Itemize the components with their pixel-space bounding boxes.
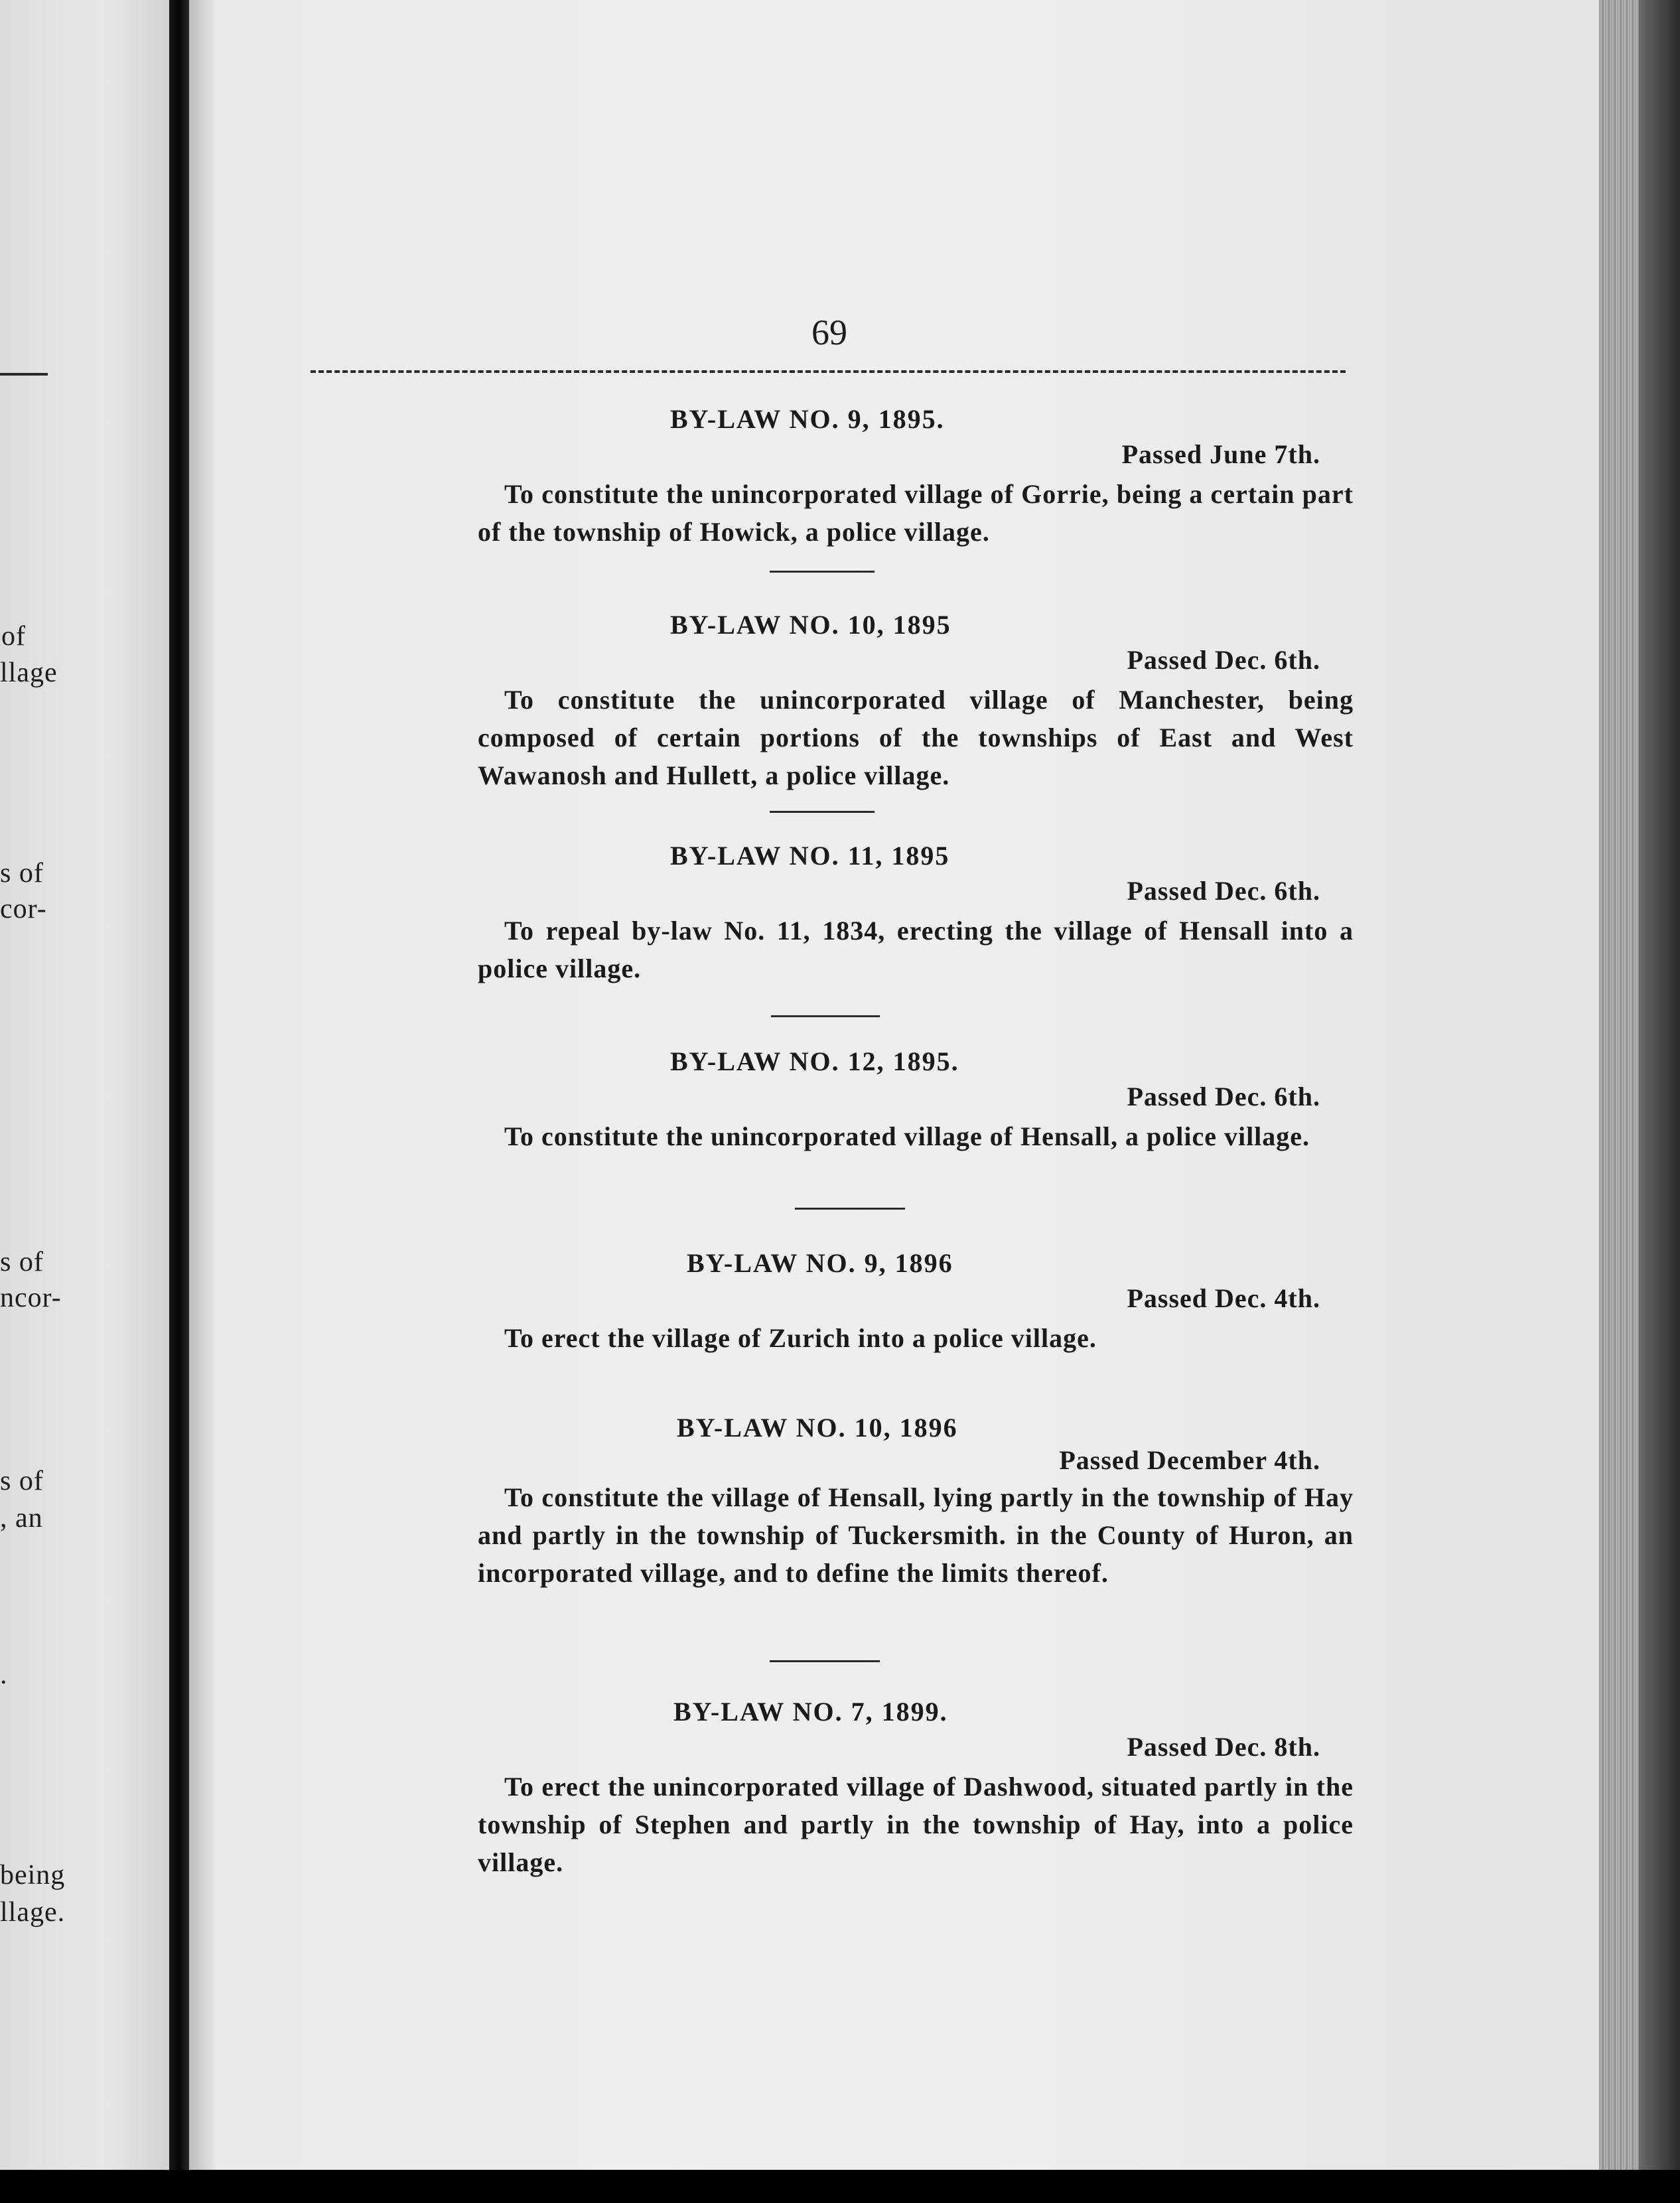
page-number: 69 bbox=[811, 313, 847, 352]
section-separator bbox=[771, 1015, 880, 1017]
bylaw-passed-date: Passed June 7th. bbox=[1121, 439, 1320, 469]
bylaw-passed-date: Passed December 4th. bbox=[1059, 1445, 1320, 1475]
left-fragment: of bbox=[1, 621, 26, 652]
header-rule bbox=[311, 370, 1346, 373]
section-separator bbox=[795, 1208, 905, 1210]
bylaw-heading: BY-LAW NO. 9, 1896 bbox=[687, 1248, 953, 1278]
bylaw-description: To constitute the village of Hensall, lying partly in the township of Hay and partly in the township of Tuckersmith. in the County of Huron, an incorporated village, and to define the limits thereof. bbox=[478, 1482, 1354, 1588]
scan-border-right bbox=[1639, 0, 1680, 2203]
left-facing-page bbox=[0, 0, 169, 2170]
bylaw-entry bbox=[478, 1412, 1354, 1592]
book-gutter bbox=[169, 0, 189, 2170]
bylaw-entry bbox=[478, 403, 1354, 551]
left-fragment: s of bbox=[0, 858, 44, 888]
bylaw-description: To erect the village of Zurich into a police village. bbox=[504, 1323, 1097, 1353]
bylaw-heading: BY-LAW NO. 12, 1895. bbox=[670, 1046, 959, 1076]
left-fragment: s of bbox=[0, 1247, 44, 1277]
bylaw-entry bbox=[478, 1046, 1354, 1155]
bylaw-heading: BY-LAW NO. 9, 1895. bbox=[670, 404, 945, 434]
bylaw-description: To erect the unincorporated village of Dashwood, situated partly in the township of Stephen and partly in the township of Hay, into a police village. bbox=[478, 1772, 1354, 1877]
left-fragment: llage. bbox=[0, 1897, 66, 1928]
bylaw-description: To constitute the unincorporated village of Gorrie, being a certain part of the township of Howick, a police village. bbox=[478, 479, 1354, 547]
section-separator bbox=[770, 811, 875, 813]
bylaw-description: To constitute the unincorporated village of Manchester, being composed of certain portions of the townships of East and West Wawanosh and Hullett, a police village. bbox=[478, 685, 1354, 790]
bylaw-heading: BY-LAW NO. 11, 1895 bbox=[670, 841, 950, 871]
bylaw-description: To constitute the unincorporated village of Hensall, a police village. bbox=[504, 1121, 1310, 1151]
bylaw-heading: BY-LAW NO. 7, 1899. bbox=[673, 1697, 948, 1727]
bylaw-entry bbox=[478, 1696, 1354, 1881]
bylaw-heading: BY-LAW NO. 10, 1896 bbox=[677, 1413, 958, 1443]
page-edges bbox=[1599, 0, 1639, 2170]
left-fragment: . bbox=[0, 1660, 8, 1690]
bylaw-heading: BY-LAW NO. 10, 1895 bbox=[670, 610, 951, 640]
bylaw-passed-date: Passed Dec. 6th. bbox=[1127, 1082, 1320, 1111]
gutter-shadow bbox=[189, 0, 216, 2170]
left-fragment: llage bbox=[0, 658, 58, 688]
left-page-rule bbox=[0, 373, 48, 376]
bylaw-passed-date: Passed Dec. 6th. bbox=[1127, 876, 1320, 906]
bylaw-passed-date: Passed Dec. 4th. bbox=[1127, 1283, 1320, 1313]
left-fragment: , an bbox=[0, 1503, 43, 1533]
bylaw-entry bbox=[478, 840, 1354, 987]
left-fragment: ncor- bbox=[0, 1283, 62, 1313]
bylaw-description: To repeal by-law No. 11, 1834, erecting the village of Hensall into a police village. bbox=[478, 916, 1354, 983]
left-fragment: cor- bbox=[0, 894, 47, 924]
left-fragment: s of bbox=[0, 1466, 44, 1496]
bylaw-passed-date: Passed Dec. 6th. bbox=[1127, 645, 1320, 675]
section-separator bbox=[770, 571, 875, 573]
bylaw-entry bbox=[478, 609, 1354, 794]
scan-border-bottom bbox=[0, 2170, 1680, 2203]
bylaw-entry bbox=[478, 1247, 1354, 1357]
left-fragment: being bbox=[0, 1860, 66, 1890]
bylaw-passed-date: Passed Dec. 8th. bbox=[1127, 1732, 1320, 1762]
section-separator bbox=[770, 1660, 880, 1662]
